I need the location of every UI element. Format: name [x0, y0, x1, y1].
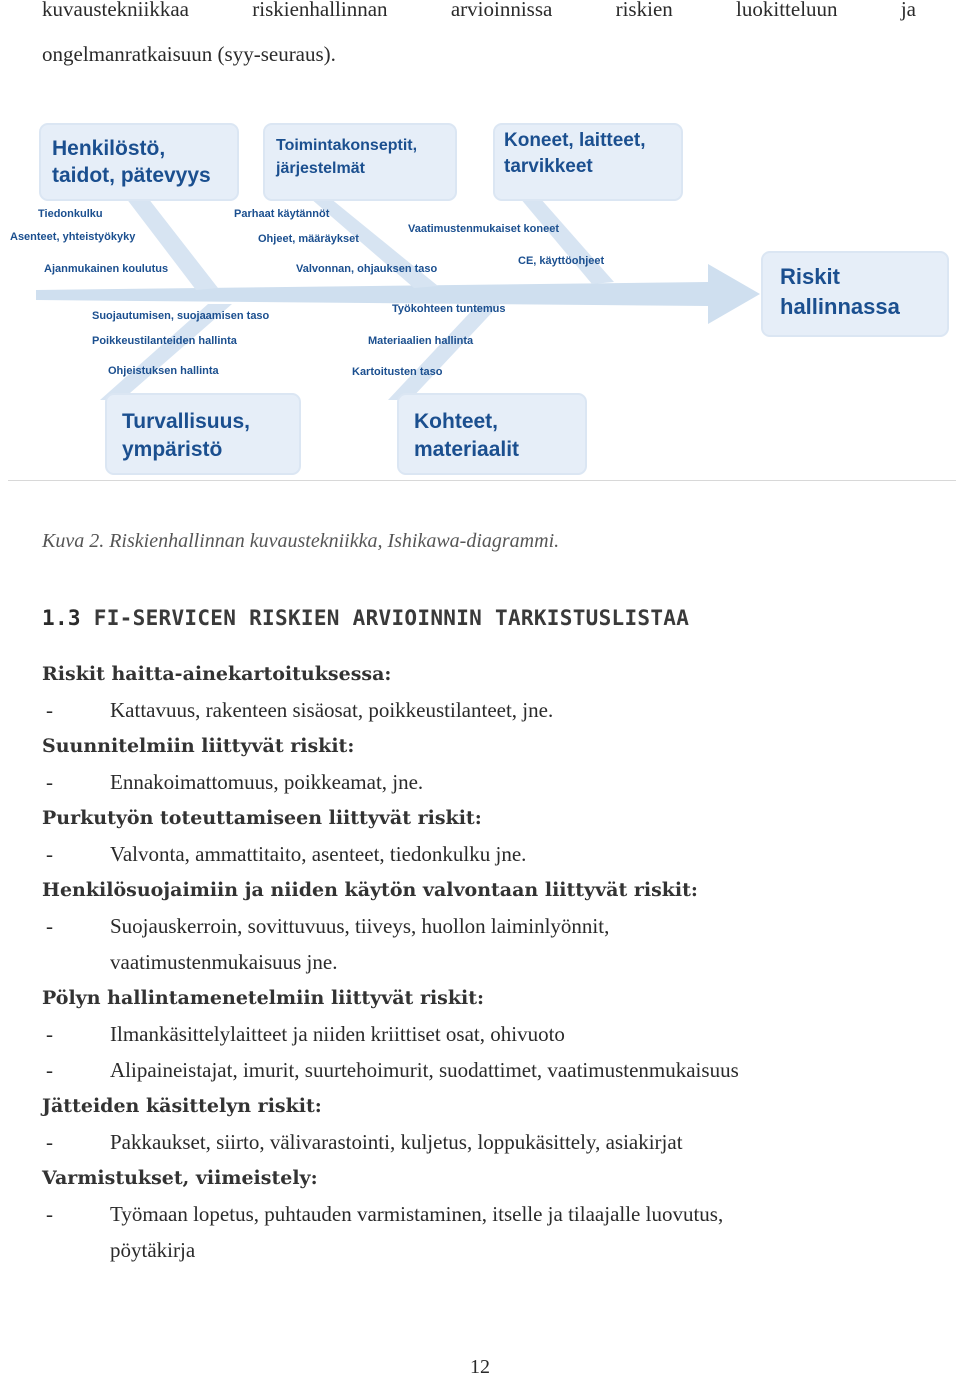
cause-label: Tiedonkulku — [38, 208, 103, 220]
checklist-item — [42, 908, 922, 944]
page-number: 12 — [470, 1356, 490, 1378]
checklist-subheading: Pölyn hallintamenetelmiin liittyvät riskit: — [42, 987, 485, 1009]
checklist-item — [42, 1052, 922, 1088]
bullet-dash: - — [46, 914, 53, 938]
title-koneet: Koneet, laitteet, tarvikkeet — [504, 130, 646, 177]
cause-label: CE, käyttöohjeet — [518, 255, 605, 267]
cause-label: Ohjeet, määräykset — [258, 233, 359, 245]
cause-label: Suojautumisen, suojaamisen taso — [92, 310, 270, 322]
checklist-item-text: vaatimustenmukaisuus jne. — [110, 950, 338, 974]
checklist-item-text: Suojauskerroin, sovittuvuus, tiiveys, huollon laiminlyönnit, — [110, 914, 610, 938]
checklist-item-continuation — [42, 944, 922, 980]
checklist-item — [42, 1124, 922, 1160]
intro-word: riskien — [615, 0, 673, 21]
checklist-item — [42, 1016, 922, 1052]
checklist-item-text: Ennakoimattomuus, poikkeamat, jne. — [110, 770, 424, 794]
checklist-item — [42, 836, 922, 872]
intro-word: riskienhallinnan — [252, 0, 388, 21]
checklist-item-text: Työmaan lopetus, puhtauden varmistaminen, itselle ja tilaajalle luovutus, — [110, 1202, 724, 1226]
checklist-subheading: Purkutyön toteuttamiseen liittyvät riskit: — [42, 807, 482, 829]
cause-label: Vaatimustenmukaiset koneet — [408, 223, 560, 235]
intro-word: luokitteluun — [736, 0, 838, 21]
cause-label: Ajanmukainen koulutus — [44, 263, 169, 275]
checklist-item-text: Pakkaukset, siirto, välivarastointi, kuljetus, loppukäsittely, asiakirjat — [110, 1130, 683, 1154]
bone-kohteet — [388, 304, 500, 400]
checklist-item-text: pöytäkirja — [110, 1238, 196, 1262]
bullet-dash: - — [46, 770, 53, 794]
checklist-subheading: Suunnitelmiin liittyvät riskit: — [42, 735, 355, 757]
section-number: 1.3 — [42, 606, 81, 630]
cause-label: Kartoitusten taso — [352, 366, 443, 378]
cause-label: Asenteet, yhteistyökyky — [10, 231, 136, 243]
title-toimintakonseptit: Toimintakonseptit, järjestelmät — [276, 137, 418, 177]
checklist-subheading: Jätteiden käsittelyn riskit: — [42, 1095, 322, 1117]
ishikawa-svg — [8, 122, 956, 480]
cause-label: Valvonnan, ohjauksen taso — [296, 263, 438, 275]
cause-label: Poikkeustilanteiden hallinta — [92, 335, 237, 347]
bullet-dash: - — [46, 842, 53, 866]
section-heading — [42, 606, 689, 630]
figure-caption: Kuva 2. Riskienhallinnan kuvaustekniikka, Ishikawa-diagrammi. — [42, 530, 560, 552]
risk-checklist — [42, 656, 922, 1268]
bullet-dash: - — [46, 1058, 53, 1082]
intro-word: kuvaustekniikkaa — [42, 0, 189, 21]
title-henkilosto: Henkilöstö, taidot, pätevyys — [52, 137, 211, 187]
checklist-subheading: Riskit haitta-ainekartoituksessa: — [42, 663, 392, 685]
checklist-item-text: Valvonta, ammattitaito, asenteet, tiedonkulku jne. — [110, 842, 527, 866]
bullet-dash: - — [46, 698, 53, 722]
title-kohteet: Kohteet, materiaalit — [414, 410, 520, 461]
checklist-item — [42, 692, 922, 728]
checklist-item-text: Alipaineistajat, imurit, suurtehoimurit, suodattimet, vaatimustenmukaisuus — [110, 1058, 739, 1082]
bone-koneet — [520, 198, 614, 284]
bullet-dash: - — [46, 1130, 53, 1154]
checklist-item — [42, 1196, 922, 1232]
checklist-item-continuation — [42, 1232, 922, 1268]
box-henkilosto — [40, 124, 238, 200]
intro-word: arvioinnissa — [450, 0, 553, 21]
checklist-subheading: Henkilösuojaimiin ja niiden käytön valvontaan liittyvät riskit: — [42, 879, 698, 901]
section-title: FI-SERVICEN RISKIEN ARVIOINNIN TARKISTUSLISTAA — [93, 606, 690, 630]
checklist-item-text: Kattavuus, rakenteen sisäosat, poikkeustilanteet, jne. — [110, 698, 554, 722]
checklist-item — [42, 764, 922, 800]
cause-label: Työkohteen tuntemus — [392, 303, 506, 315]
title-effect: Riskit hallinnassa — [780, 264, 900, 319]
checklist-item-text: Ilmankäsittelylaitteet ja niiden kriittiset osat, ohivuoto — [110, 1022, 565, 1046]
box-turvallisuus — [106, 394, 300, 474]
checklist-subheading: Varmistukset, viimeistely: — [42, 1167, 318, 1189]
ishikawa-diagram — [8, 122, 956, 481]
intro-paragraph — [42, 0, 916, 66]
cause-label: Materiaalien hallinta — [368, 335, 474, 347]
intro-word: ja — [900, 0, 916, 21]
box-kohteet — [398, 394, 586, 474]
cause-label: Ohjeistuksen hallinta — [108, 365, 219, 377]
title-turvallisuus: Turvallisuus, ympäristö — [122, 410, 250, 461]
intro-line-2: ongelmanratkaisuun (syy-seuraus). — [42, 42, 336, 66]
bullet-dash: - — [46, 1202, 53, 1226]
bone-henkilosto — [126, 198, 218, 290]
bullet-dash: - — [46, 1022, 53, 1046]
intro-line-1 — [42, 0, 916, 22]
cause-label: Parhaat käytännöt — [234, 208, 330, 220]
